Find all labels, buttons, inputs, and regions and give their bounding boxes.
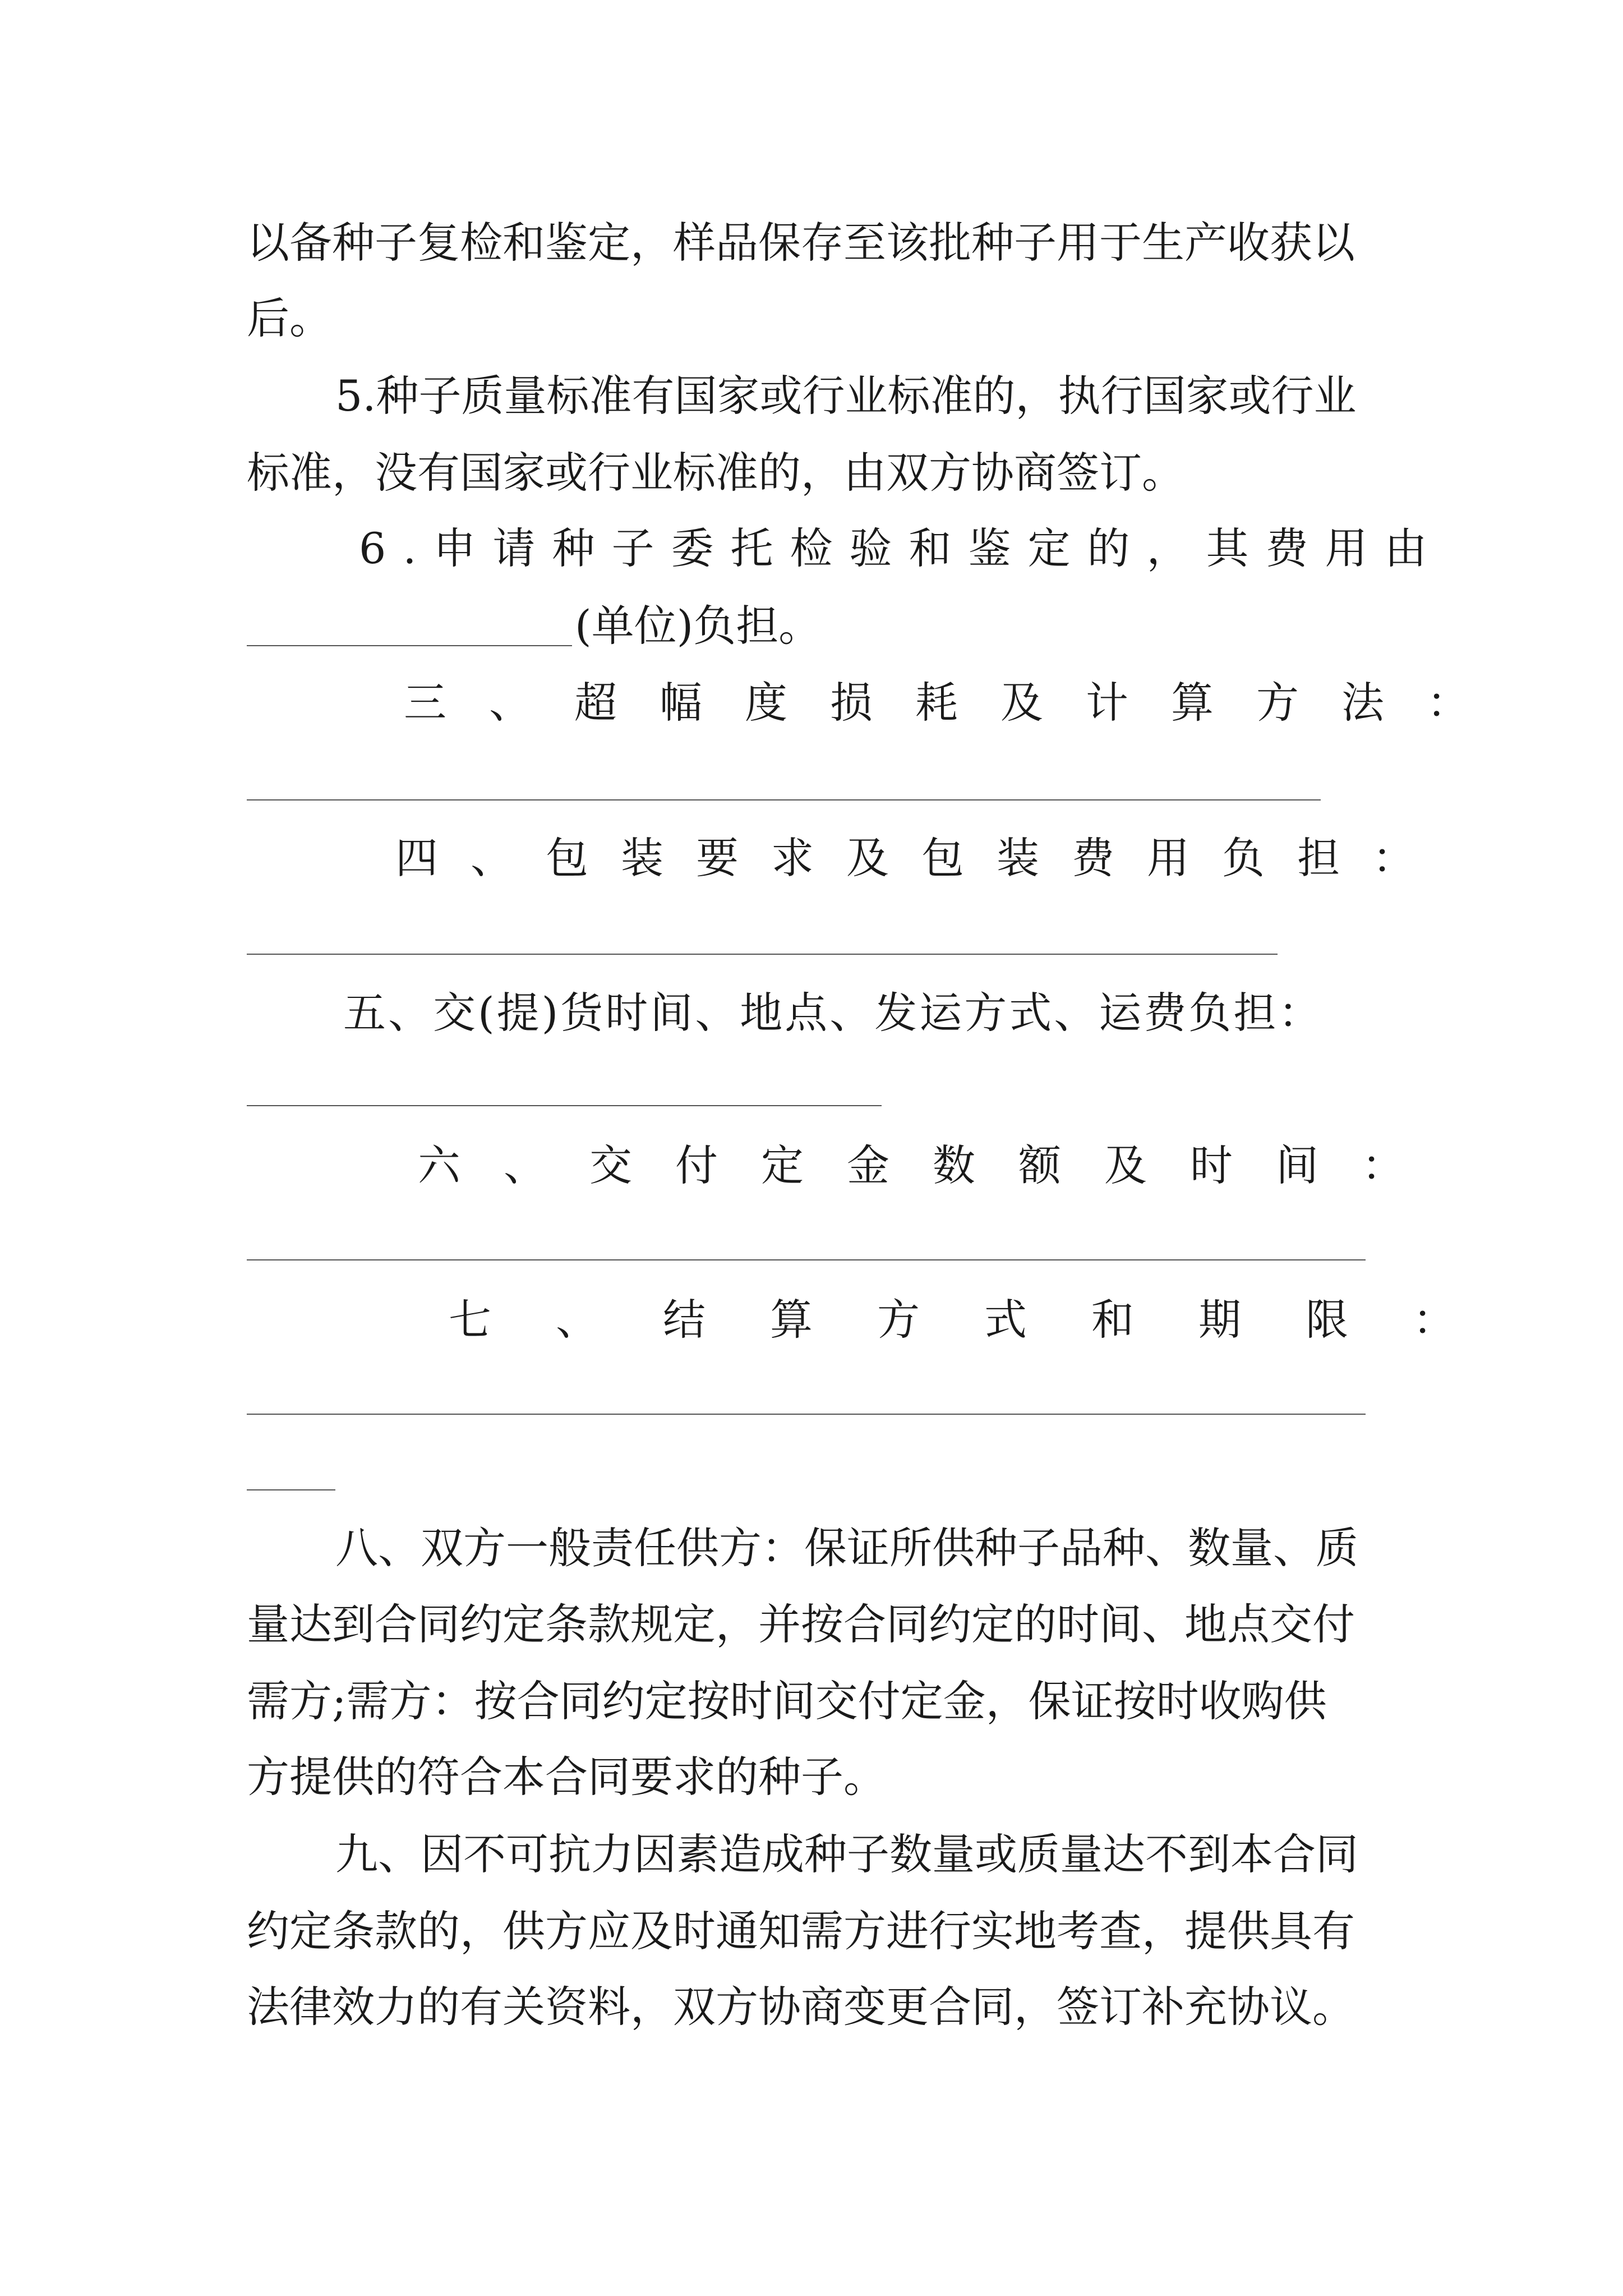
paragraph-line: 后。: [247, 293, 332, 343]
section-heading: 四、包装要求及包装费用负担：: [395, 833, 1447, 883]
paragraph-line: 约定条款的，供方应及时通知需方进行实地考查，提供具有: [247, 1906, 1355, 1956]
paragraph-line: 6.申请种子委托检验和鉴定的，其费用由: [359, 523, 1444, 573]
blank-fill-line: [247, 799, 1321, 800]
blank-fill-line: [247, 1414, 1366, 1415]
paragraph-line: 以备种子复检和鉴定，样品保存至该批种子用于生产收获以: [247, 218, 1355, 268]
section-heading: 五、交(提)货时间、地点、发运方式、运费负担：: [343, 988, 1324, 1038]
paragraph-line: 5.种子质量标准有国家或行业标准的，执行国家或行业: [335, 371, 1357, 421]
paragraph-line: 标准，没有国家或行业标准的，由双方协商签订。: [247, 448, 1184, 498]
section-heading: 六、交付定金数额及时间：: [418, 1140, 1447, 1190]
blank-fill-line: [247, 1105, 882, 1106]
paragraph-line: 需方;需方：按合同约定按时间交付定金，保证按时收购供: [247, 1676, 1327, 1726]
paragraph-line: 法律效力的有关资料，双方协商变更合同，签订补充协议。: [247, 1982, 1355, 2032]
section-heading: 七、结算方式和期限：: [449, 1295, 1520, 1345]
paragraph-line: (单位)负担。: [575, 601, 822, 651]
blank-fill-line: [247, 954, 1278, 955]
blank-fill-line: [247, 1259, 1366, 1260]
blank-fill-line: [247, 645, 572, 646]
blank-fill-line: [247, 1489, 335, 1490]
paragraph-line: 八、双方一般责任供方：保证所供种子品种、数量、质: [335, 1523, 1358, 1573]
section-heading: 三、超幅度损耗及计算方法：: [404, 678, 1512, 728]
paragraph-line: 方提供的符合本合同要求的种子。: [247, 1752, 886, 1802]
paragraph-line: 量达到合同约定条款规定，并按合同约定的时间、地点交付: [247, 1599, 1355, 1649]
paragraph-line: 九、因不可抗力因素造成种子数量或质量达不到本合同: [335, 1829, 1358, 1879]
